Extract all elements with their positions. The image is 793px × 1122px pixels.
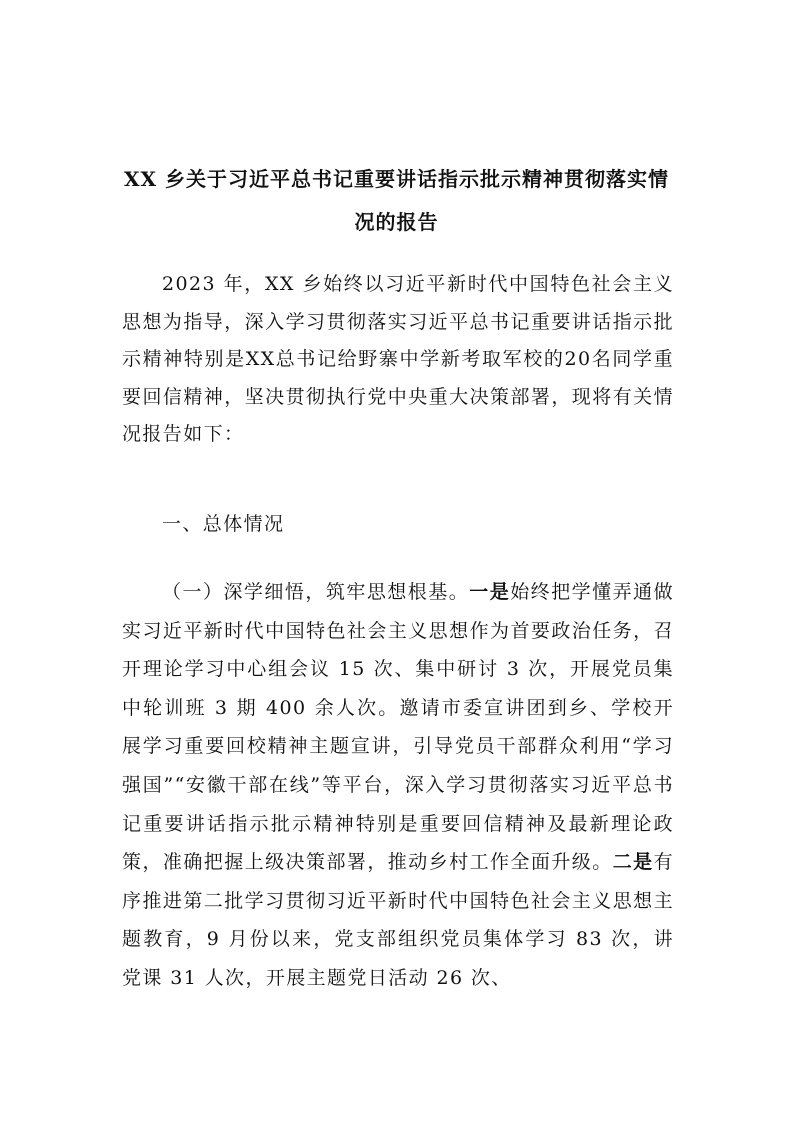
point-text-1: 始终把学懂弄通做实习近平新时代中国特色社会主义思想作为首要政治任务，召开理论学习中心组会议 15 次、集中研讨 3 次，开展党员集中轮训班 3 期 400 余人次。邀请市委宣讲团到乡、学校开展学习重要回校精神主题宣讲，引导党员干部群众利用“学习强国”“安徽干部在线”等平台，深入学习贯彻落实习近平总书记重要讲话指示批示精神特别是重要回信精神及最新理论政策，准确把握上级决策部署，推动乡村工作全面升级。 bbox=[122, 581, 674, 874]
subsection-heading: （一）深学细悟，筑牢思想根基。 bbox=[162, 581, 470, 603]
point-marker-2: 二是 bbox=[612, 851, 654, 874]
point-text-2: 有序推进第二批学习贯彻习近平新时代中国特色社会主义思想主题教育，9 月份以来，党支部组织党员集体学习 83 次，讲党课 31 人次，开展主题党日活动 26 次、 bbox=[122, 851, 674, 989]
document-title bbox=[118, 158, 675, 244]
title-line-1: XX 乡关于习近平总书记重要讲话指示批示精神贯彻落实情 bbox=[124, 167, 669, 191]
subsection-paragraph bbox=[122, 573, 674, 998]
point-marker-1: 一是 bbox=[469, 581, 511, 603]
title-line-2: 况的报告 bbox=[354, 210, 439, 234]
section-heading: 一、总体情况 bbox=[162, 513, 285, 535]
intro-paragraph: 2023 年，XX 乡始终以习近平新时代中国特色社会主义思想为指导，深入学习贯彻落实习近平总书记重要讲话指示批示精神特别是XX总书记给野寨中学新考取军校的20名同学重要回信精神，坚决贯彻执行党中央重大决策部署，现将有关情况报告如下： bbox=[122, 273, 674, 445]
